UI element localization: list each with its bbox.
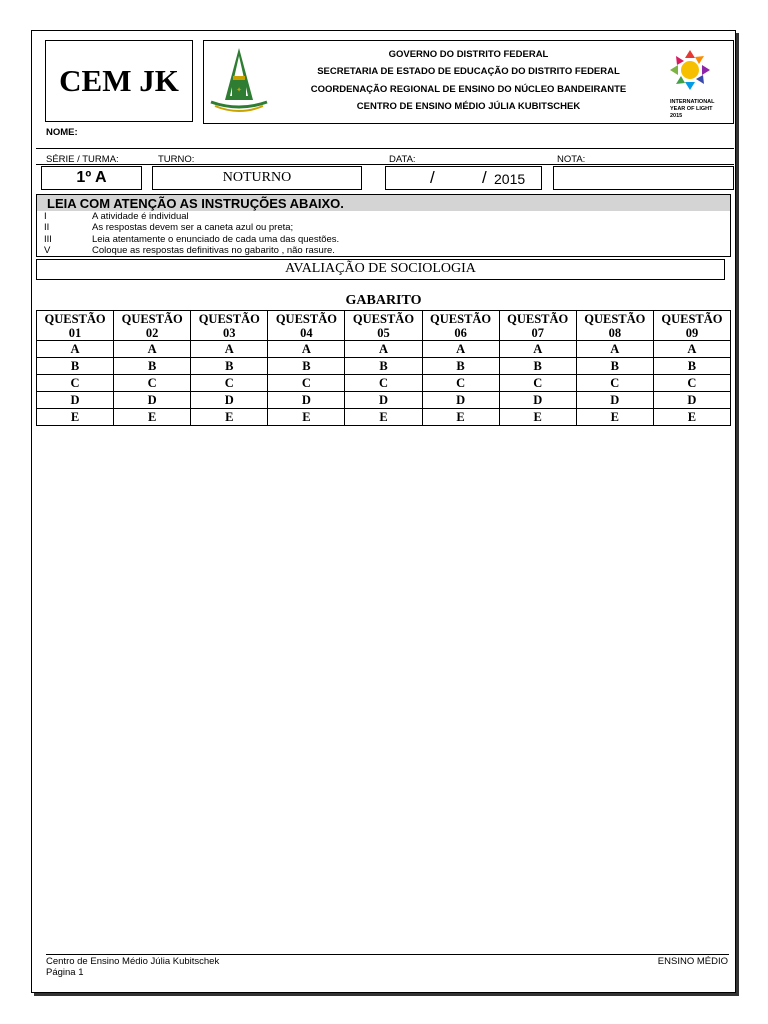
header-line-3: COORDENAÇÃO REGIONAL DE ENSINO DO NÚCLEO BANDEIRANTE bbox=[310, 84, 627, 95]
year-of-light-text-3: 2015 bbox=[670, 113, 683, 119]
answer-option-cell[interactable]: C bbox=[191, 375, 268, 392]
answer-option-cell[interactable]: A bbox=[37, 341, 114, 358]
gabarito-title: GABARITO bbox=[345, 293, 422, 308]
question-header bbox=[191, 311, 268, 341]
answer-option-cell[interactable]: E bbox=[653, 409, 730, 426]
serie-field[interactable] bbox=[41, 166, 142, 190]
answer-option-cell[interactable]: E bbox=[422, 409, 499, 426]
answer-option-cell[interactable]: B bbox=[268, 358, 345, 375]
answer-option-cell[interactable]: D bbox=[345, 392, 422, 409]
question-header bbox=[499, 311, 576, 341]
header-box bbox=[203, 40, 734, 124]
instruction-2-text: As respostas devem ser a caneta azul ou preta; bbox=[92, 222, 294, 233]
svg-text:✦: ✦ bbox=[236, 86, 242, 94]
nota-label: NOTA: bbox=[557, 154, 586, 165]
answer-option-cell[interactable]: E bbox=[191, 409, 268, 426]
answer-row-b bbox=[37, 358, 731, 375]
question-number: 03 bbox=[223, 325, 236, 340]
answer-option-cell[interactable]: D bbox=[422, 392, 499, 409]
question-word: QUESTÃO bbox=[352, 311, 415, 326]
answer-option-cell[interactable]: B bbox=[422, 358, 499, 375]
answer-option-cell[interactable]: A bbox=[422, 341, 499, 358]
answer-option-cell[interactable]: A bbox=[499, 341, 576, 358]
answer-option-cell[interactable]: B bbox=[114, 358, 191, 375]
answer-option-cell[interactable]: B bbox=[499, 358, 576, 375]
question-word: QUESTÃO bbox=[661, 311, 723, 326]
answer-option-cell[interactable]: A bbox=[268, 341, 345, 358]
header-line-4: CENTRO DE ENSINO MÉDIO JÚLIA KUBITSCHEK bbox=[356, 101, 581, 112]
instruction-1-num: I bbox=[44, 211, 47, 222]
question-header bbox=[422, 311, 499, 341]
footer-page: Página 1 bbox=[46, 967, 84, 978]
question-header bbox=[653, 311, 730, 341]
answer-option-cell[interactable]: E bbox=[345, 409, 422, 426]
answer-option-cell[interactable]: B bbox=[653, 358, 730, 375]
question-word: QUESTÃO bbox=[275, 311, 337, 326]
footer-school: Centro de Ensino Médio Júlia Kubitschek bbox=[46, 956, 220, 967]
instruction-2-num: II bbox=[44, 222, 50, 233]
data-year: 2015 bbox=[494, 171, 526, 187]
answer-option-cell[interactable]: C bbox=[37, 375, 114, 392]
answer-option-cell[interactable]: D bbox=[653, 392, 730, 409]
instruction-4-text: Coloque as respostas definitivas no gabarito , não rasure. bbox=[92, 245, 335, 256]
answer-option-cell[interactable]: C bbox=[499, 375, 576, 392]
header-line-2: SECRETARIA DE ESTADO DE EDUCAÇÃO DO DISTRITO FEDERAL bbox=[317, 66, 620, 77]
question-header bbox=[576, 311, 653, 341]
year-of-light-text-2: YEAR OF LIGHT bbox=[670, 106, 713, 112]
name-line[interactable] bbox=[36, 148, 734, 149]
answer-option-cell[interactable]: A bbox=[345, 341, 422, 358]
question-header bbox=[37, 311, 114, 341]
question-number: 05 bbox=[377, 325, 390, 340]
question-number: 06 bbox=[454, 325, 467, 340]
question-number: 07 bbox=[531, 325, 544, 340]
labels-underline bbox=[36, 164, 734, 165]
question-word: QUESTÃO bbox=[584, 311, 646, 326]
question-header bbox=[268, 311, 345, 341]
answer-option-cell[interactable]: D bbox=[191, 392, 268, 409]
answer-option-cell[interactable]: E bbox=[576, 409, 653, 426]
instruction-3-text: Leia atentamente o enunciado de cada uma das questões. bbox=[92, 234, 340, 245]
answer-row-d bbox=[37, 392, 731, 409]
year-of-light-text-1: INTERNATIONAL bbox=[670, 99, 715, 105]
serie-value: 1º A bbox=[76, 169, 107, 186]
question-header bbox=[345, 311, 422, 341]
turno-field[interactable] bbox=[152, 166, 362, 190]
school-abbrev-box bbox=[45, 40, 193, 122]
answer-option-cell[interactable]: E bbox=[499, 409, 576, 426]
answer-row-c bbox=[37, 375, 731, 392]
answer-row-a bbox=[37, 341, 731, 358]
answer-option-cell[interactable]: A bbox=[576, 341, 653, 358]
year-of-light-logo-icon bbox=[662, 46, 718, 96]
question-number: 02 bbox=[145, 325, 159, 340]
answer-option-cell[interactable]: E bbox=[114, 409, 191, 426]
question-word: QUESTÃO bbox=[430, 311, 492, 326]
data-field[interactable] bbox=[385, 166, 542, 190]
answer-option-cell[interactable]: D bbox=[114, 392, 191, 409]
answer-option-cell[interactable]: D bbox=[37, 392, 114, 409]
question-word: QUESTÃO bbox=[198, 311, 260, 326]
answer-option-cell[interactable]: C bbox=[114, 375, 191, 392]
answer-option-cell[interactable]: C bbox=[268, 375, 345, 392]
answer-option-cell[interactable]: B bbox=[37, 358, 114, 375]
answer-grid-header bbox=[37, 311, 731, 341]
question-header bbox=[114, 311, 191, 341]
footer-level: ENSINO MÉDIO bbox=[657, 956, 728, 967]
header-line-1: GOVERNO DO DISTRITO FEDERAL bbox=[388, 49, 549, 60]
answer-option-cell[interactable]: E bbox=[37, 409, 114, 426]
turno-value: NOTURNO bbox=[222, 170, 292, 185]
nota-field[interactable] bbox=[553, 166, 734, 190]
answer-grid bbox=[36, 310, 731, 426]
answer-option-cell[interactable]: B bbox=[576, 358, 653, 375]
answer-option-cell[interactable]: C bbox=[653, 375, 730, 392]
answer-option-cell[interactable]: C bbox=[422, 375, 499, 392]
answer-row-e bbox=[37, 409, 731, 426]
exam-title-box bbox=[36, 259, 725, 280]
serie-label: SÉRIE / TURMA: bbox=[46, 154, 119, 165]
footer-divider bbox=[46, 954, 729, 955]
instructions-heading: LEIA COM ATENÇÃO AS INSTRUÇÕES ABAIXO. bbox=[47, 196, 344, 211]
question-word: QUESTÃO bbox=[44, 311, 106, 326]
answer-option-cell[interactable]: B bbox=[191, 358, 268, 375]
answer-option-cell[interactable]: A bbox=[191, 341, 268, 358]
question-number: 04 bbox=[300, 325, 313, 340]
instruction-4-num: V bbox=[44, 245, 51, 256]
turno-label: TURNO: bbox=[158, 154, 195, 165]
answer-option-cell[interactable]: D bbox=[499, 392, 576, 409]
answer-option-cell[interactable]: A bbox=[114, 341, 191, 358]
question-number: 09 bbox=[685, 325, 699, 340]
instruction-3-num: III bbox=[44, 234, 52, 245]
question-word: QUESTÃO bbox=[507, 311, 569, 326]
answer-option-cell[interactable]: D bbox=[576, 392, 653, 409]
answer-option-cell[interactable]: C bbox=[576, 375, 653, 392]
instruction-1-text: A atividade é individual bbox=[92, 211, 189, 222]
answer-option-cell[interactable]: B bbox=[345, 358, 422, 375]
data-label: DATA: bbox=[389, 154, 416, 165]
instructions-box bbox=[36, 194, 731, 257]
name-label: NOME: bbox=[46, 127, 78, 138]
answer-option-cell[interactable]: D bbox=[268, 392, 345, 409]
question-number: 08 bbox=[608, 325, 622, 340]
data-sep-1: / bbox=[430, 168, 435, 187]
exam-title: AVALIAÇÃO DE SOCIOLOGIA bbox=[285, 261, 476, 276]
answer-option-cell[interactable]: A bbox=[653, 341, 730, 358]
question-number: 01 bbox=[68, 325, 82, 340]
data-sep-2: / bbox=[482, 168, 487, 187]
answer-option-cell[interactable]: C bbox=[345, 375, 422, 392]
school-abbrev: CEM JK bbox=[59, 63, 179, 98]
question-word: QUESTÃO bbox=[121, 311, 183, 326]
answer-option-cell[interactable]: E bbox=[268, 409, 345, 426]
